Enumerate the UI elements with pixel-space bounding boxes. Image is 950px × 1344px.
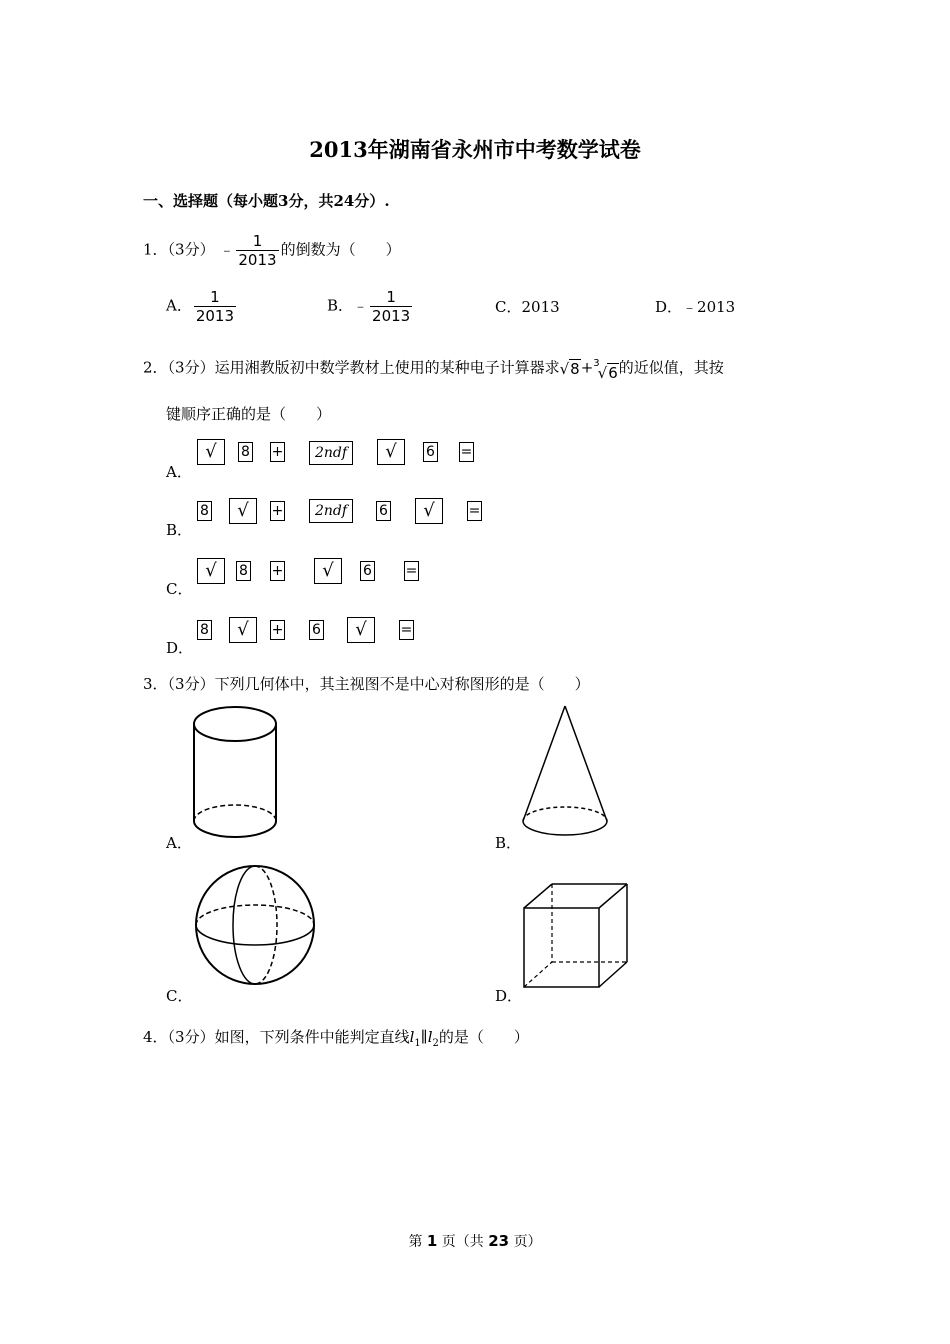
page-title: 2013年湖南省永州市中考数学试卷 [309,137,641,162]
question-score: （3分） [167,675,215,693]
option-b[interactable]: B． [495,834,522,852]
option-c[interactable]: C． [166,987,193,1005]
option-label: A． [166,296,192,315]
radicand: 8 [570,359,580,378]
line-subscript: 1 [414,1038,421,1049]
equals-key: = [400,622,413,638]
option-d[interactable]: D． [166,639,194,657]
option-c[interactable]: C． [166,580,193,598]
question-stem: 运用湘教版初中数学教材上使用的某种电子计算器求 [214,358,560,377]
question-score: （3分） [167,240,215,259]
page-number: 1 [426,1232,438,1250]
option-label: D． [655,298,683,316]
line-symbol: l [409,1028,415,1046]
footer-text: 页（共 [441,1234,484,1250]
option-label: C． [495,298,522,316]
question-stem: 如图，下列条件中能判定直线 [214,1028,410,1046]
option-c[interactable] [495,296,560,317]
digit-key: 6 [360,561,375,581]
sqrt-key: √ [197,439,225,465]
fraction [236,232,278,269]
fraction-denominator: 2013 [238,251,277,269]
fraction-numerator: 1 [210,288,220,306]
square-root: √8 [559,359,580,378]
root-index: 3 [593,358,600,369]
option-a[interactable]: A． [166,463,192,481]
question-number: 1． [143,240,168,259]
question-4 [143,1025,529,1056]
question-3 [143,672,590,696]
page-footer [0,1231,950,1251]
sqrt-key: √ [229,498,257,524]
sqrt-key: √ [347,617,375,643]
question-number: 3． [143,675,168,693]
option-b[interactable]: B． [166,521,193,539]
sqrt-key: √ [377,439,405,465]
digit-key: 6 [376,501,391,521]
fraction-numerator: 1 [252,232,263,250]
question-stem: 下列几何体中，其主视图不是中心对称图形的是（ ） [214,675,590,693]
option-d[interactable] [655,296,735,317]
fraction-denominator: 2013 [372,307,411,325]
question-score: （3分） [167,358,215,377]
question-number: 4． [143,1028,168,1046]
footer-text: 第 [408,1234,423,1250]
sqrt-key: √ [197,558,225,584]
sqrt-key: √ [229,617,257,643]
digit-key: 6 [309,620,324,640]
question-stem: 的倒数为（ ） [280,240,401,259]
digit-key: 8 [197,620,212,640]
question-1 [143,232,401,269]
question-stem: 的是（ ） [438,1028,529,1046]
fraction-numerator: 1 [386,288,396,306]
question-stem: 的近似值，其按 [618,358,724,377]
plus-key: + [271,622,284,638]
equals-key: = [468,503,481,519]
sphere-figure [192,864,320,988]
option-a[interactable] [166,288,238,325]
question-score: （3分） [167,1028,215,1046]
line-symbol: l [427,1028,433,1046]
fraction [194,288,236,325]
digit-key: 8 [236,561,251,581]
digit-key: 8 [238,442,253,462]
cube-root: $^3$√6 [593,358,618,382]
second-function-key: 2ndf [309,441,353,465]
plus-key: + [271,503,284,519]
sqrt-key: √ [415,498,443,524]
parallel-symbol: ∥ [420,1028,428,1046]
equals-key: = [405,563,418,579]
option-label: B． [327,296,354,315]
plus-key: + [271,563,284,579]
negative-sign: ﹣ [219,240,235,259]
second-function-key: 2ndf [309,499,353,523]
option-b[interactable] [327,288,414,325]
cylinder-figure [190,703,282,843]
cone-figure [518,704,612,844]
question-2-line2: 键顺序正确的是（ ） [166,405,332,423]
option-a[interactable]: A． [166,834,192,852]
question-2 [143,352,724,385]
digit-key: 8 [197,501,212,521]
footer-text: 页） [513,1234,542,1250]
line-subscript: 2 [432,1038,439,1049]
section-heading: 一、选择题（每小题3分，共24分）. [143,192,390,210]
question-number: 2． [143,358,168,377]
cube-figure [520,880,632,992]
plus-sign: + [580,358,594,377]
plus-key: + [271,444,284,460]
option-value: ﹣2013 [682,298,736,316]
sqrt-key: √ [314,558,342,584]
option-d[interactable]: D． [495,987,523,1005]
total-pages: 23 [488,1232,510,1250]
negative-sign: ﹣ [353,296,369,315]
equals-key: = [460,444,473,460]
digit-key: 6 [423,442,438,462]
option-value: 2013 [521,298,560,316]
fraction [370,288,412,325]
fraction-denominator: 2013 [195,307,235,325]
radicand: 6 [608,364,618,382]
